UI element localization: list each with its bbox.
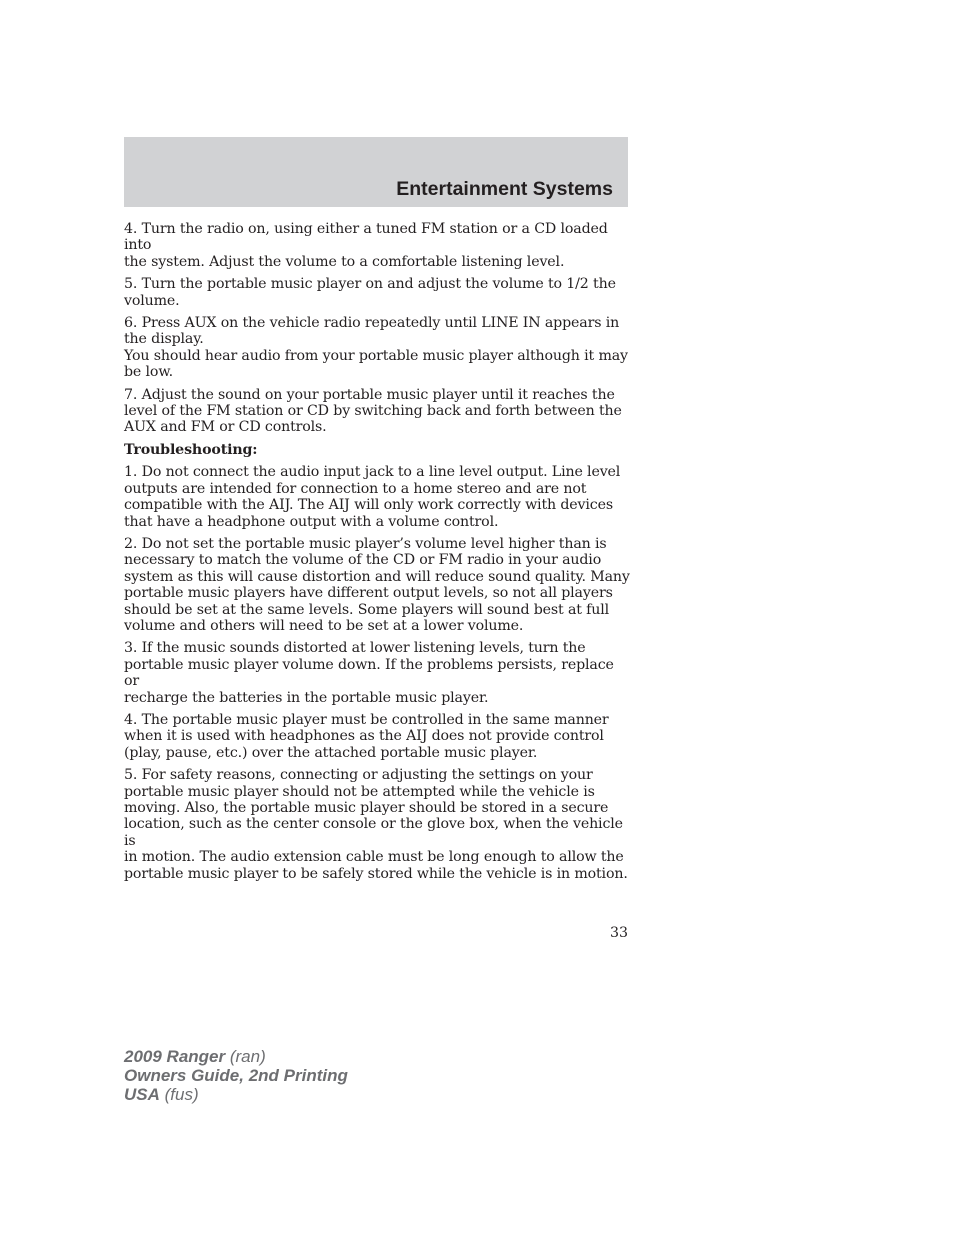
step-5-paragraph: 5. Turn the portable music player on and adjust the volume to 1/2 the volume.	[124, 276, 616, 309]
footer-model-code: (ran)	[229, 1047, 266, 1066]
troubleshooting-item-3: 3. If the music sounds distorted at lower listening levels, turn the portable music player volume down. If the problems persists, replace or recharge the batteries in the portable music player.	[124, 640, 614, 706]
footer-line-3	[124, 1085, 348, 1104]
footer-guide: Owners Guide, 2nd Printing	[124, 1066, 348, 1085]
troubleshooting-item-1: 1. Do not connect the audio input jack to a line level output. Line level outputs are intended for connection to a home stereo and are not compatible with the AIJ. The AIJ will only work correctly with devices that have a headphone output with a volume control.	[124, 464, 621, 530]
troubleshooting-heading: Troubleshooting:	[124, 441, 258, 458]
section-header-band	[124, 137, 628, 207]
footer-model: 2009 Ranger	[124, 1047, 226, 1066]
page-body	[124, 221, 630, 888]
troubleshooting-item-4: 4. The portable music player must be controlled in the same manner when it is used with headphones as the AIJ does not provide control (play, pause, etc.) over the attached portable music player.	[124, 711, 609, 761]
step-7-paragraph: 7. Adjust the sound on your portable music player until it reaches the level of the FM station or CD by switching back and forth between the AUX and FM or CD controls.	[124, 386, 622, 436]
step-6-paragraph: 6. Press AUX on the vehicle radio repeatedly until LINE IN appears in the display. You should hear audio from your portable music player although it may be low.	[124, 315, 628, 381]
step-4-paragraph: 4. Turn the radio on, using either a tuned FM station or a CD loaded into the system. Adjust the volume to a comfortable listening level.	[124, 221, 608, 270]
troubleshooting-item-2: 2. Do not set the portable music player’s volume level higher than is necessary to match the volume of the CD or FM radio in your audio system as this will cause distortion and will reduce sound quality. Many portable music players have different output levels, so not all players should be set at the same levels. Some players will sound best at full volume and others will need to be set at a lower volume.	[124, 535, 630, 634]
footer-market: USA	[124, 1085, 160, 1104]
footer-market-code: (fus)	[164, 1085, 199, 1104]
footer-line-1	[124, 1047, 348, 1066]
troubleshooting-item-5: 5. For safety reasons, connecting or adjusting the settings on your portable music player should not be attempted while the vehicle is moving. Also, the portable music player should be stored in a secure location, such as the center console or the glove box, when the vehicle is in motion. The audio extension cable must be long enough to allow the portable music player to be safely stored while the vehicle is in motion.	[124, 767, 628, 882]
section-title: Entertainment Systems	[396, 178, 613, 200]
footer-line-2	[124, 1066, 348, 1085]
document-footer	[124, 1047, 348, 1104]
page-number: 33	[609, 925, 628, 941]
